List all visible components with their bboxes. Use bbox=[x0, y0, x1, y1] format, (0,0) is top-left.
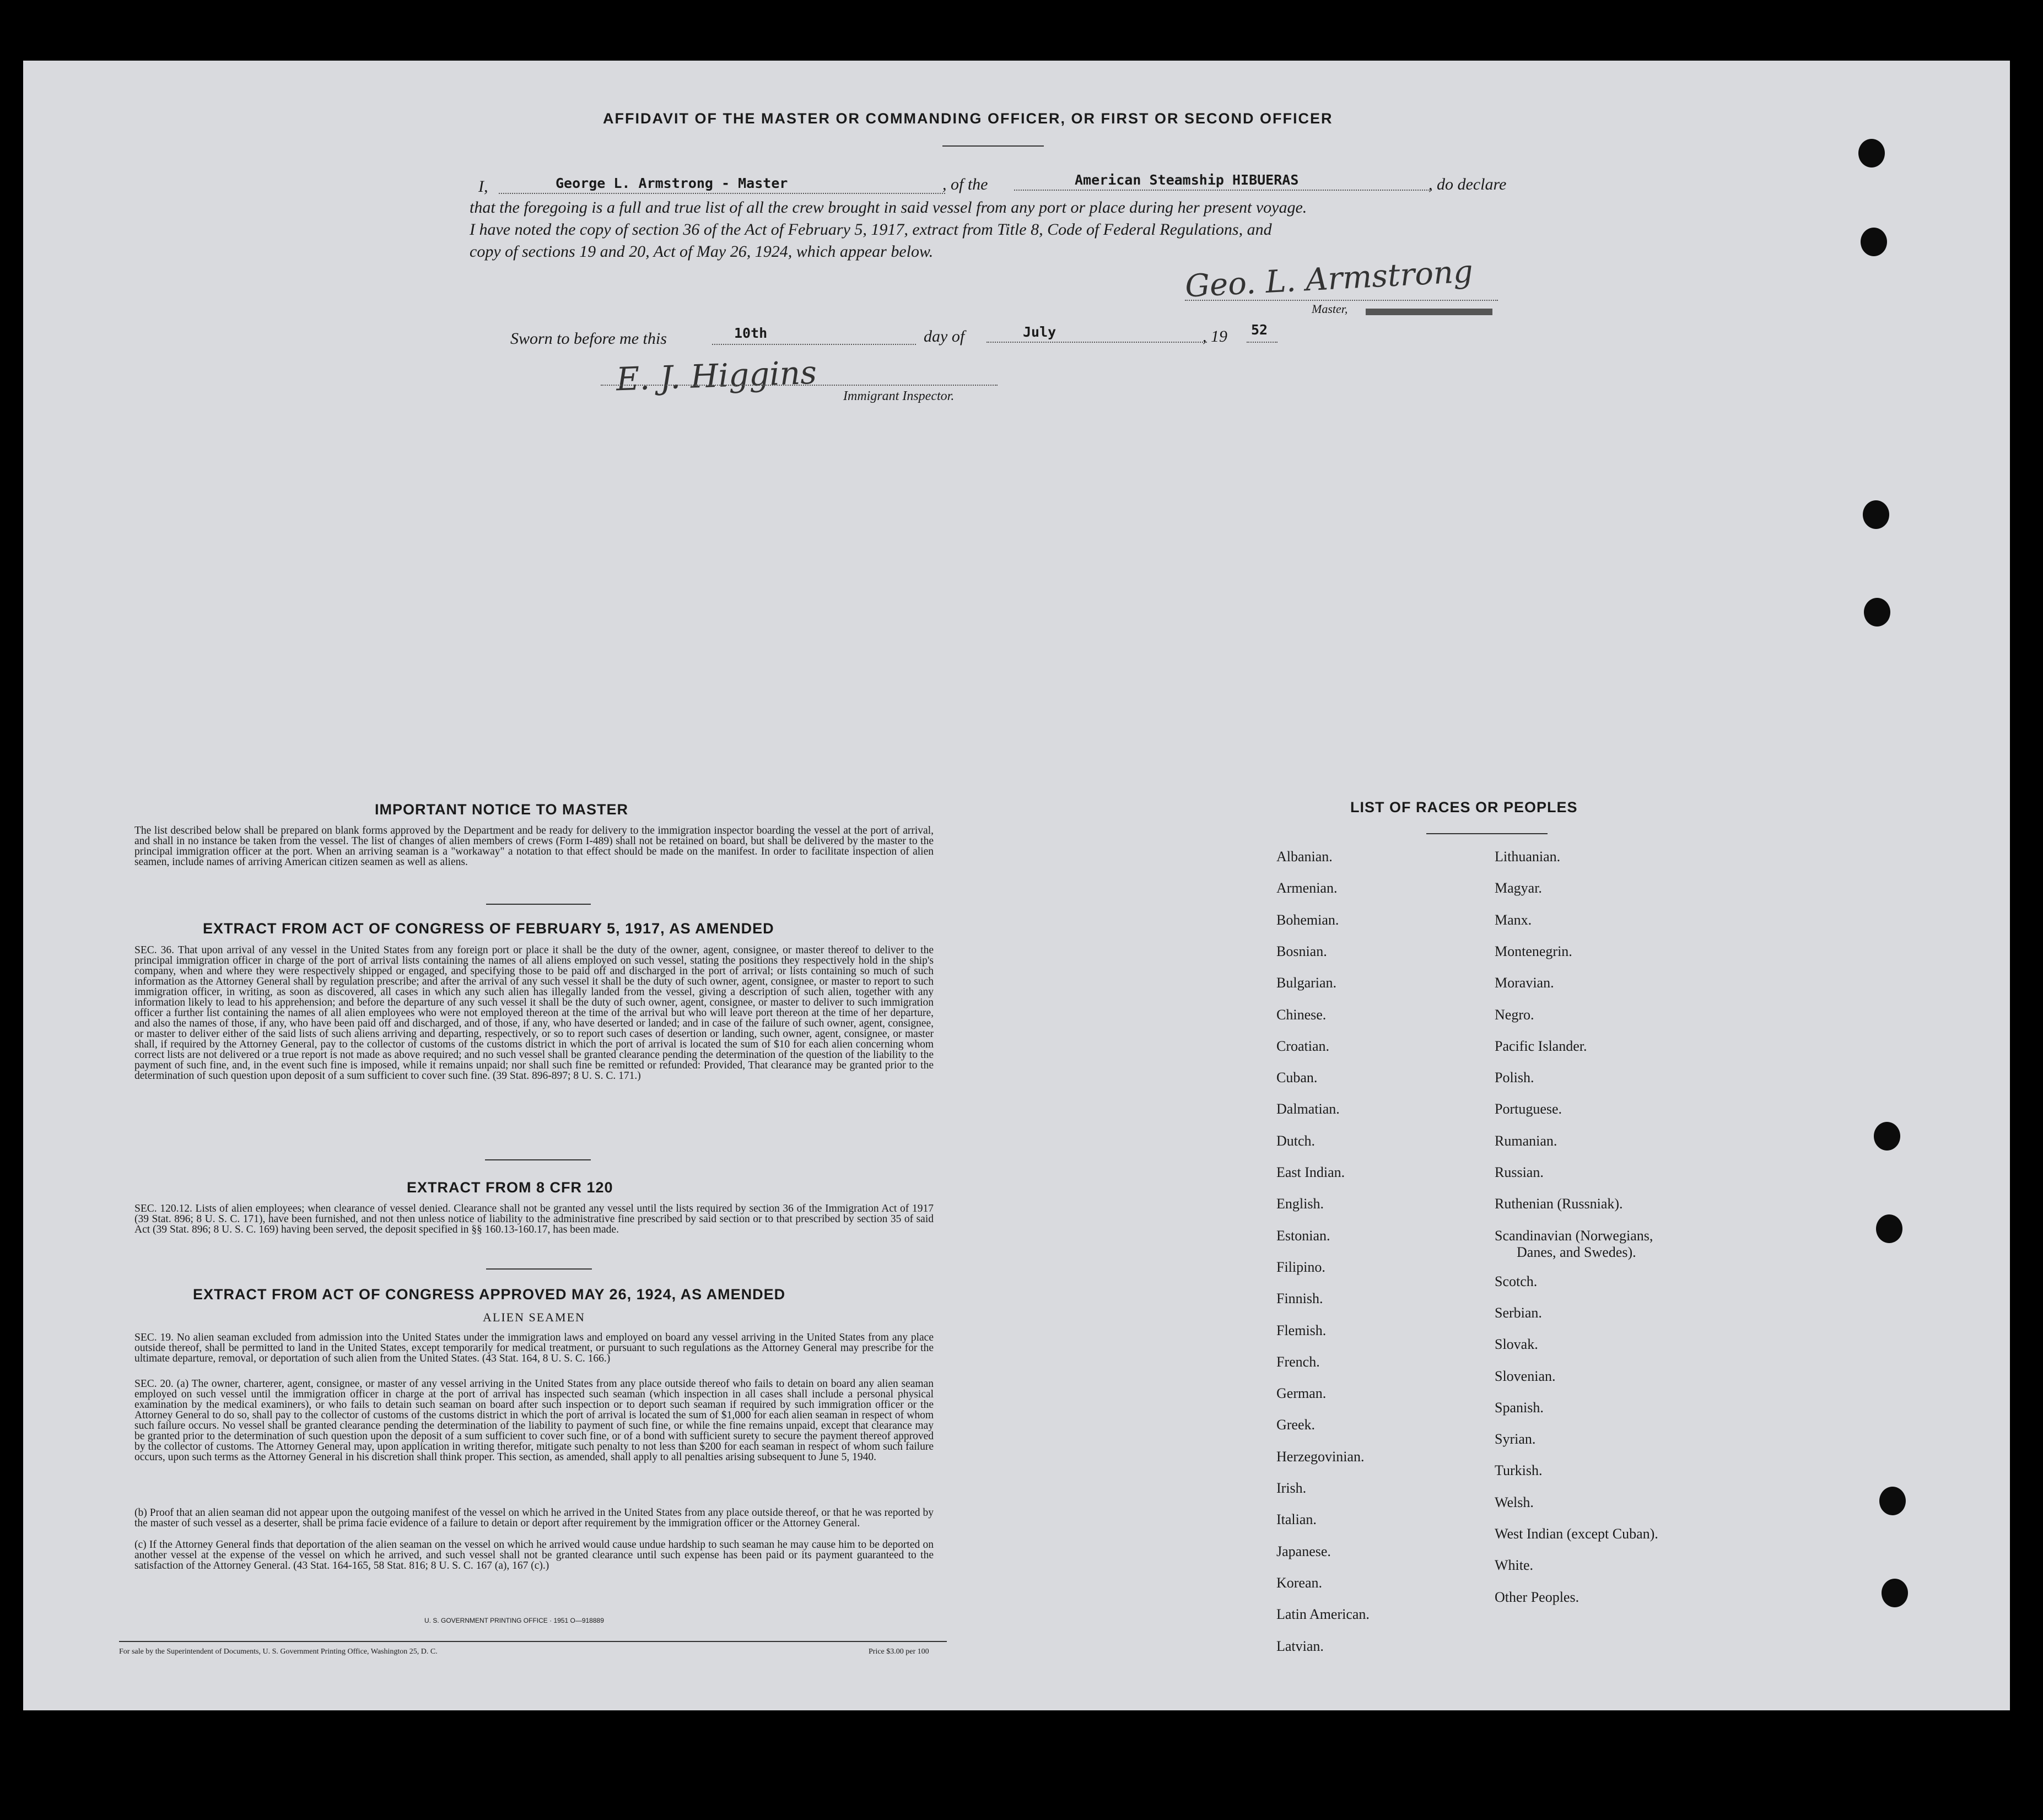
race-item: Scandinavian (Norwegians, bbox=[1495, 1227, 1653, 1244]
affidavit-title: AFFIDAVIT OF THE MASTER OR COMMANDING OFFICER, OR FIRST OR SECOND OFFICER bbox=[603, 110, 1333, 127]
extract-cfr-body: SEC. 120.12. Lists of alien employees; when clearance of vessel denied. Clearance shall not be granted any vessel until the lists required by section 36 of the Immigration Act of 1917 (39 Stat. 896; 8 U. S. C. 171), have been furnished, and not then unless notice of liability to the administrative fine prescribed by said section or to that prescribed by section 35 of said Act (39 Stat. 896; 8 U. S. C. 169) having been served, the deposit specified in §§ 160.13-160.17, has been made. bbox=[134, 1203, 934, 1235]
race-item: Spanish. bbox=[1495, 1399, 1544, 1416]
month-line bbox=[987, 342, 1207, 343]
race-item: Korean. bbox=[1276, 1574, 1323, 1591]
race-item: Portuguese. bbox=[1495, 1101, 1562, 1117]
struck-out-title bbox=[1366, 309, 1492, 315]
inspector-label: Immigrant Inspector. bbox=[843, 389, 955, 403]
extract-1917-title: EXTRACT FROM ACT OF CONGRESS OF FEBRUARY 5, 1917, AS AMENDED bbox=[203, 920, 774, 937]
race-item: Negro. bbox=[1495, 1006, 1534, 1023]
race-item: Manx. bbox=[1495, 911, 1532, 928]
race-item: Flemish. bbox=[1276, 1322, 1327, 1338]
extract-1924-sec19: SEC. 19. No alien seaman excluded from admission into the United States under the immigration laws and employed on board any vessel arriving in the United States from any place outside thereof, shall be permitted to land in the United States, except temporarily for medical treatment, or pursuant to such regulations as the Attorney General may prescribe for the ultimate departure, removal, or deportation of such alien from the United States. (43 Stat. 164, 8 U. S. C. 166.) bbox=[134, 1332, 934, 1364]
race-item: White. bbox=[1495, 1557, 1534, 1574]
race-item: Finnish. bbox=[1276, 1290, 1323, 1307]
races-title: LIST OF RACES OR PEOPLES bbox=[1350, 799, 1578, 816]
race-item: Ruthenian (Russniak). bbox=[1495, 1196, 1623, 1212]
day-line bbox=[712, 344, 916, 345]
extract-1924-subtitle: ALIEN SEAMEN bbox=[483, 1310, 585, 1324]
race-item: Irish. bbox=[1276, 1480, 1307, 1496]
sworn-month: July bbox=[1023, 324, 1056, 340]
race-item: Other Peoples. bbox=[1495, 1589, 1580, 1605]
race-item: Latin American. bbox=[1276, 1606, 1370, 1623]
race-item: German. bbox=[1276, 1385, 1327, 1402]
race-item: Dutch. bbox=[1276, 1132, 1316, 1149]
race-item: Bosnian. bbox=[1276, 943, 1327, 959]
master-name: George L. Armstrong - Master bbox=[556, 175, 788, 191]
master-caption: Master, bbox=[1312, 302, 1348, 316]
race-item: Latvian. bbox=[1276, 1638, 1324, 1654]
race-item: Italian. bbox=[1276, 1511, 1317, 1528]
punch-hole bbox=[1879, 1487, 1906, 1515]
race-item: Bohemian. bbox=[1276, 911, 1339, 928]
extract-1924-sec20a: SEC. 20. (a) The owner, charterer, agent, consignee, or master of any vessel arriving in the United States from any place outside thereof who fails to detain on board any alien seaman employed on such vessel until the immigration officer in charge at the port of arrival has inspected such seaman (which inspection in all cases shall include a personal physical examination by the medical examiners), or who fails to detain such seaman on board after such inspection or to deport such seaman if required by such immigration officer or the Attorney General to do so, shall pay to the collector of customs of the customs district in which the port of arrival is located the sum of $1,000 for each alien seaman in respect of whom such failure occurs. No vessel shall be granted clearance pending the determination of the liability to payment of such fine, or while the fine remains unpaid, except that clearance may be granted prior to the determination of such question upon the deposit of a sum sufficient to cover such fine, or of a bond with sufficient surety to secure the payment thereof approved by the collector of customs. The Attorney General may, upon application in writing therefor, mitigate such penalty to not less than $200 for each seaman in respect of whom such failure occurs, upon such terms as the Attorney General in his discretion shall think proper. This section, as amended, shall apply to all penalties arising subsequent to June 5, 1940. bbox=[134, 1378, 934, 1463]
race-item: English. bbox=[1276, 1196, 1324, 1212]
inspector-signature: E. J. Higgins bbox=[615, 353, 817, 398]
race-item: Herzegovinian. bbox=[1276, 1448, 1365, 1465]
year-line bbox=[1247, 342, 1277, 343]
race-item: West Indian (except Cuban). bbox=[1495, 1526, 1658, 1542]
race-item: Polish. bbox=[1495, 1070, 1534, 1086]
punch-hole bbox=[1861, 228, 1887, 256]
signature-line bbox=[1185, 300, 1498, 301]
race-item: Lithuanian. bbox=[1495, 849, 1561, 865]
punch-hole bbox=[1874, 1122, 1900, 1151]
extract-cfr-title: EXTRACT FROM 8 CFR 120 bbox=[407, 1179, 613, 1196]
sworn-label: Sworn to before me this bbox=[510, 330, 667, 348]
race-item: Danes, and Swedes). bbox=[1517, 1244, 1636, 1260]
race-item: Croatian. bbox=[1276, 1038, 1330, 1054]
race-item: Moravian. bbox=[1495, 975, 1554, 991]
separator-rule bbox=[486, 1268, 592, 1270]
year-prefix: , 19 bbox=[1203, 327, 1227, 345]
of-the-label: , of the bbox=[942, 175, 988, 193]
race-item: Slovak. bbox=[1495, 1336, 1538, 1353]
punch-hole bbox=[1882, 1579, 1908, 1607]
race-item: Cuban. bbox=[1276, 1070, 1318, 1086]
declaration-line-4: copy of sections 19 and 20, Act of May 26, 1924, which appear below. bbox=[470, 242, 934, 261]
race-item: Bulgarian. bbox=[1276, 975, 1337, 991]
race-item: Serbian. bbox=[1495, 1304, 1542, 1321]
inspector-line bbox=[601, 385, 998, 386]
race-item: Montenegrin. bbox=[1495, 943, 1572, 959]
race-item: Estonian. bbox=[1276, 1227, 1330, 1244]
vessel-name: American Steamship HIBUERAS bbox=[1075, 172, 1299, 188]
race-item: Magyar. bbox=[1495, 880, 1542, 897]
footer-rule bbox=[119, 1641, 947, 1642]
vessel-line bbox=[1014, 190, 1432, 191]
day-of-label: day of bbox=[924, 327, 965, 345]
race-item: Scotch. bbox=[1495, 1273, 1538, 1289]
sworn-day: 10th bbox=[734, 325, 768, 341]
declaration-line-2: that the foregoing is a full and true list of all the crew brought in said vessel from any port or place during her present voyage. bbox=[470, 198, 1307, 217]
punch-hole bbox=[1864, 598, 1890, 627]
punch-hole bbox=[1858, 139, 1885, 168]
separator-rule bbox=[486, 904, 591, 905]
race-item: Turkish. bbox=[1495, 1462, 1543, 1479]
sworn-year: 52 bbox=[1251, 322, 1268, 338]
declare-i-label: I, bbox=[478, 177, 488, 196]
notice-body: The list described below shall be prepared on blank forms approved by the Department and be ready for delivery to the immigration inspector boarding the vessel at the port of arrival, and shall in no instance be taken from the vessel. The list of changes of alien members of crews (Form I-489) shall not be retained on board, but shall be delivered by the master to the principal immigration officer at the port. When an arriving seaman is a "workaway" a notation to that effect should be made on the manifest. In order to facilitate inspection of alien seamen, include names of arriving American citizen seamen as well as aliens. bbox=[134, 825, 934, 868]
race-item: Russian. bbox=[1495, 1164, 1544, 1180]
race-item: Welsh. bbox=[1495, 1494, 1534, 1510]
punch-hole bbox=[1876, 1214, 1902, 1243]
race-item: Filipino. bbox=[1276, 1259, 1325, 1275]
race-item: Dalmatian. bbox=[1276, 1101, 1340, 1117]
extract-1917-body: SEC. 36. That upon arrival of any vessel in the United States from any foreign port or place it shall be the duty of the owner, agent, consignee, or master thereof to deliver to the principal immigration officer in charge of the port of arrival lists containing the names of all aliens employed on such vessel, stating the positions they respectively hold in the ship's company, when and where they were respectively shipped or engaged, and specifying those to be paid off and discharged in the port of arrival; or lists containing so much of such information as the Attorney General shall by regulation prescribe; and after the arrival of any such vessel it shall be the duty of such owner, agent, consignee, or master to report to such immigration officer, in writing, as soon as discovered, all cases in which any such alien has illegally landed from the vessel, giving a description of such alien, together with any information likely to lead to his apprehension; and before the departure of any such vessel it shall be the duty of such owner, agent, consignee, or master to deliver to such immigration officer a further list containing the names of all alien employees who were not employed thereon at the time of the arrival but who will leave port thereon at the time of her departure, and also the names of those, if any, who have been paid off and discharged, and of those, if any, who have deserted or landed; and in case of the failure of such owner, agent, consignee, or master to deliver either of the said lists of such aliens arriving and departing, respectively, or so to report such cases of desertion or landing, such owner, agent, consignee, or master shall, if required by the Attorney General, pay to the collector of customs of the customs district in which the port of arrival is located the sum of $10 for each alien concerning whom correct lists are not delivered or a true report is not made as above required; and no such vessel shall be granted clearance pending the determination of the question of the liability to the payment of such fine, and, in the event such fine is imposed, while it remains unpaid; nor shall such fine be remitted or refunded: Provided, That clearance may be granted prior to the determination of such question upon deposit of a sum sufficient to cover such fine. (39 Stat. 896-897; 8 U. S. C. 171.) bbox=[134, 944, 934, 1082]
race-item: French. bbox=[1276, 1353, 1320, 1370]
price-note: Price $3.00 per 100 bbox=[869, 1648, 929, 1656]
separator-rule bbox=[485, 1159, 591, 1160]
race-item: Albanian. bbox=[1276, 849, 1333, 865]
extract-1924-sec20c: (c) If the Attorney General finds that deportation of the alien seaman on the vessel on which he arrived would cause undue hardship to such seaman he may cause him to be deported on another vessel at the expense of the vessel on which he arrived, and such vessel shall not be granted clearance until such expense has been paid or its payment guaranteed to the satisfaction of the Attorney General. (43 Stat. 164-165, 58 Stat. 816; 8 U. S. C. 167 (a), 167 (c).) bbox=[134, 1539, 934, 1571]
gpo-imprint: U. S. GOVERNMENT PRINTING OFFICE · 1951 O—918889 bbox=[424, 1617, 604, 1624]
sale-note: For sale by the Superintendent of Documents, U. S. Government Printing Office, Washington 25, D. C. bbox=[119, 1648, 438, 1656]
extract-1924-title: EXTRACT FROM ACT OF CONGRESS APPROVED MAY 26, 1924, AS AMENDED bbox=[193, 1286, 786, 1303]
name-line bbox=[499, 193, 945, 194]
race-item: Greek. bbox=[1276, 1417, 1316, 1433]
declaration-line-3: I have noted the copy of section 36 of the Act of February 5, 1917, extract from Title 8, Code of Federal Regulations, and bbox=[470, 220, 1272, 239]
race-item: Slovenian. bbox=[1495, 1368, 1556, 1384]
punch-hole bbox=[1863, 500, 1889, 529]
do-declare-label: , do declare bbox=[1429, 175, 1507, 193]
race-item: Syrian. bbox=[1495, 1431, 1536, 1448]
race-item: Armenian. bbox=[1276, 880, 1338, 897]
race-item: Pacific Islander. bbox=[1495, 1038, 1587, 1054]
title-rule bbox=[942, 145, 1044, 147]
master-signature: Geo. L. Armstrong bbox=[1184, 253, 1474, 305]
race-item: Rumanian. bbox=[1495, 1132, 1557, 1149]
races-rule bbox=[1426, 833, 1548, 834]
extract-1924-sec20b: (b) Proof that an alien seaman did not appear upon the outgoing manifest of the vessel on which he arrived in the United States from any place outside thereof, or that he was reported by the master of such vessel as a deserter, shall be prima facie evidence of a failure to detain or deport after requirement by the immigration officer or the Attorney General. bbox=[134, 1507, 934, 1529]
race-item: Chinese. bbox=[1276, 1006, 1327, 1023]
race-item: Japanese. bbox=[1276, 1543, 1331, 1559]
race-item: East Indian. bbox=[1276, 1164, 1345, 1180]
notice-title: IMPORTANT NOTICE TO MASTER bbox=[375, 801, 628, 818]
